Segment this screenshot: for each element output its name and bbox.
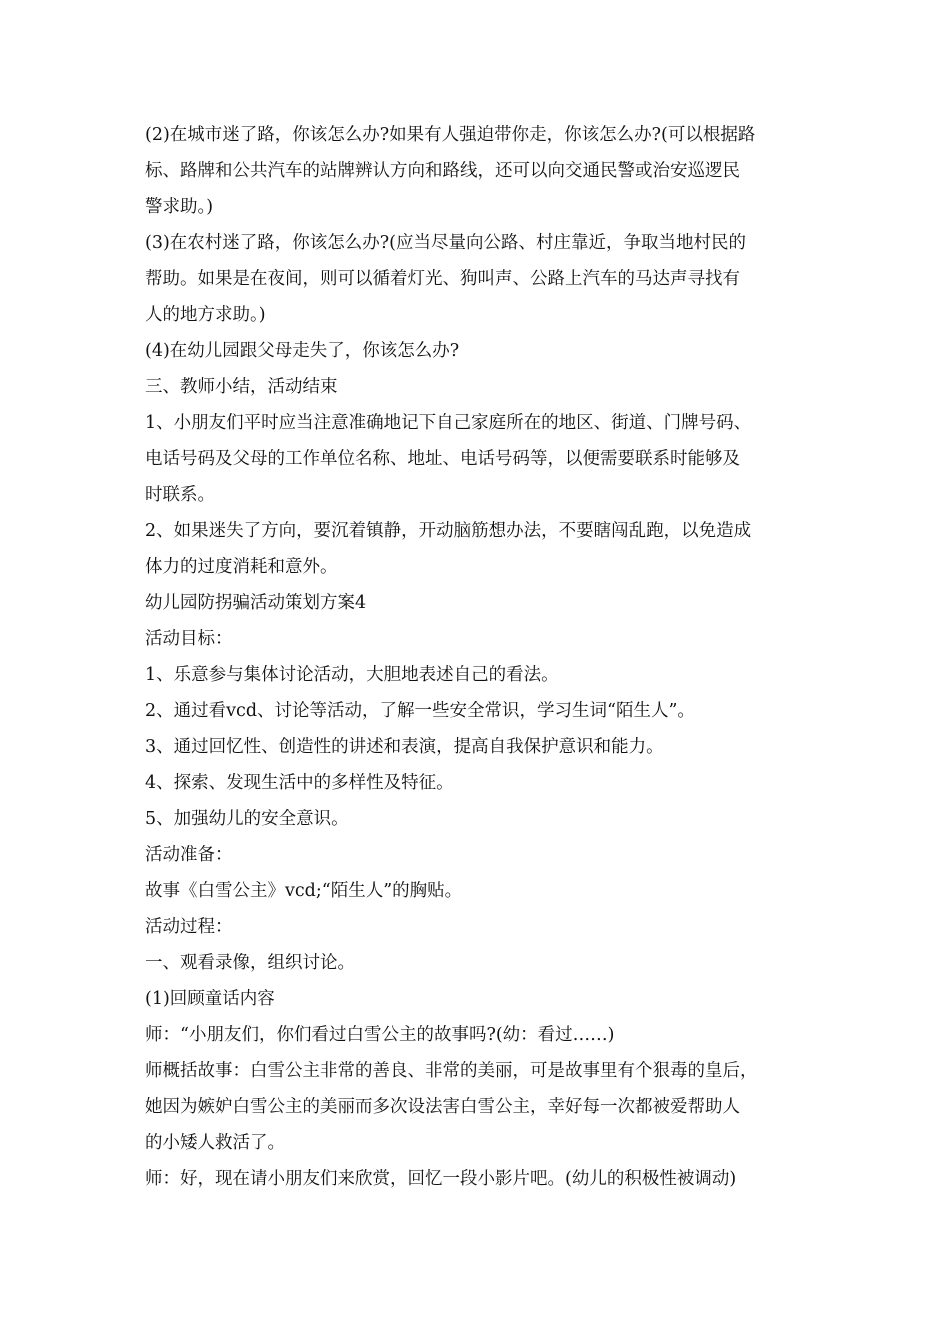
text-line: 师：“小朋友们，你们看过白雪公主的故事吗?(幼：看过……)	[145, 1025, 615, 1045]
text-line: 警求助。)	[145, 197, 214, 217]
text-line: 的小矮人救活了。	[145, 1133, 285, 1153]
text-line: 2、如果迷失了方向，要沉着镇静，开动脑筋想办法，不要瞎闯乱跑，以免造成	[145, 521, 752, 541]
paragraph	[145, 621, 815, 657]
text-line: 师概括故事：白雪公主非常的善良、非常的美丽，可是故事里有个狠毒的皇后，	[145, 1061, 758, 1081]
text-line: (1)回顾童话内容	[145, 989, 275, 1009]
paragraph	[145, 837, 815, 873]
paragraph	[145, 657, 815, 693]
text-line: (4)在幼儿园跟父母走失了，你该怎么办?	[145, 341, 460, 361]
text-line: 1、小朋友们平时应当注意准确地记下自己家庭所在的地区、街道、门牌号码、	[145, 413, 752, 433]
text-line: 幼儿园防拐骗活动策划方案4	[145, 593, 367, 613]
text-line: 三、教师小结，活动结束	[145, 377, 338, 397]
text-line: 4、探索、发现生活中的多样性及特征。	[145, 773, 454, 793]
text-line: 标、路牌和公共汽车的站牌辨认方向和路线，还可以向交通民警或治安巡逻民	[145, 161, 740, 181]
text-line: (2)在城市迷了路，你该怎么办?如果有人强迫带你走，你该怎么办?(可以根据路	[145, 125, 756, 145]
paragraph	[145, 1017, 815, 1053]
paragraph	[145, 513, 815, 585]
text-line: 3、通过回忆性、创造性的讲述和表演，提高自我保护意识和能力。	[145, 737, 664, 757]
text-line: 师：好，现在请小朋友们来欣赏，回忆一段小影片吧。(幼儿的积极性被调动)	[145, 1169, 737, 1189]
paragraph	[145, 729, 815, 765]
paragraph	[145, 1161, 815, 1197]
text-line: 人的地方求助。)	[145, 305, 266, 325]
paragraph	[145, 333, 815, 369]
text-line: 活动目标：	[145, 629, 233, 649]
text-line: 1、乐意参与集体讨论活动，大胆地表述自己的看法。	[145, 665, 559, 685]
text-line: 故事《白雪公主》vcd;“陌生人”的胸贴。	[145, 881, 463, 901]
paragraph	[145, 693, 815, 729]
text-line: 帮助。如果是在夜间，则可以循着灯光、狗叫声、公路上汽车的马达声寻找有	[145, 269, 740, 289]
paragraph	[145, 117, 815, 225]
text-line: (3)在农村迷了路，你该怎么办?(应当尽量向公路、村庄靠近，争取当地村民的	[145, 233, 746, 253]
paragraph	[145, 873, 815, 909]
paragraph	[145, 369, 815, 405]
text-line: 2、通过看vcd、讨论等活动，了解一些安全常识，学习生词“陌生人”。	[145, 701, 695, 721]
text-line: 时联系。	[145, 485, 215, 505]
paragraph	[145, 1053, 815, 1161]
paragraph	[145, 981, 815, 1017]
text-line: 活动准备：	[145, 845, 233, 865]
text-line: 电话号码及父母的工作单位名称、地址、电话号码等，以便需要联系时能够及	[145, 449, 740, 469]
text-line: 体力的过度消耗和意外。	[145, 557, 338, 577]
paragraph	[145, 225, 815, 333]
paragraph	[145, 945, 815, 981]
text-line: 5、加强幼儿的安全意识。	[145, 809, 349, 829]
text-line: 她因为嫉妒白雪公主的美丽而多次设法害白雪公主，幸好每一次都被爱帮助人	[145, 1097, 740, 1117]
text-line: 一、观看录像，组织讨论。	[145, 953, 355, 973]
paragraph	[145, 405, 815, 513]
text-line: 活动过程：	[145, 917, 233, 937]
paragraph	[145, 801, 815, 837]
paragraph	[145, 585, 815, 621]
document-page	[145, 117, 815, 1197]
paragraph	[145, 765, 815, 801]
paragraph	[145, 909, 815, 945]
